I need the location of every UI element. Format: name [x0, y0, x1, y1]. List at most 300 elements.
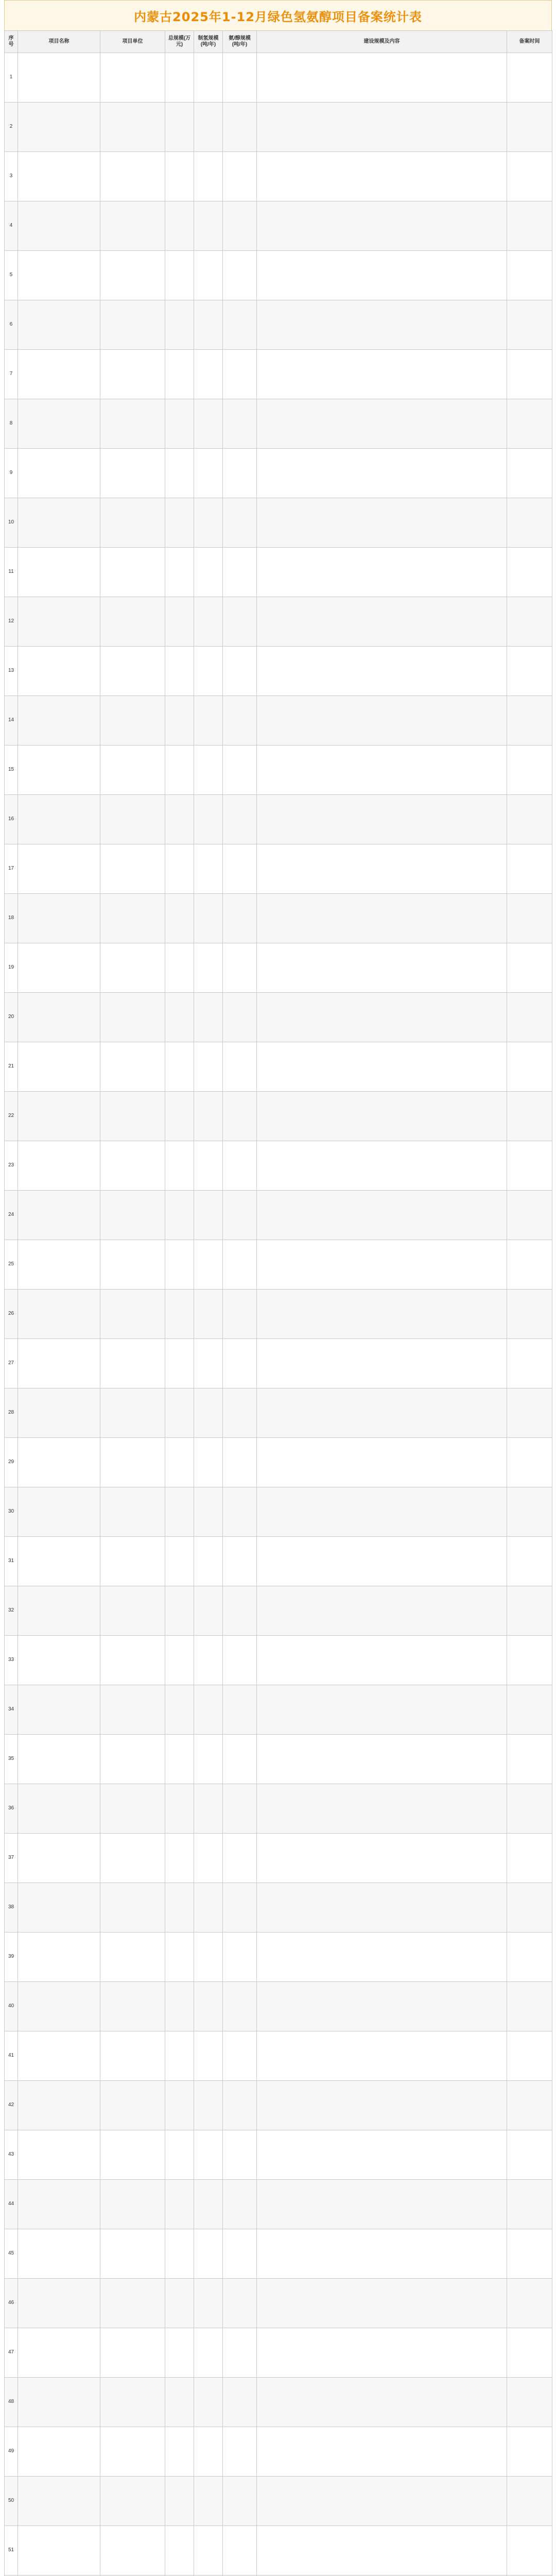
- row-ammonia-methanol-scale: [223, 548, 257, 597]
- table-row: [5, 745, 552, 795]
- row-project-unit: [100, 993, 165, 1042]
- table-row: [5, 1636, 552, 1685]
- row-content: [257, 1834, 507, 1883]
- row-project-unit: [100, 152, 165, 201]
- row-hydrogen-scale: [194, 993, 223, 1042]
- table-row: [5, 1933, 552, 1982]
- row-content: [257, 2477, 507, 2526]
- row-project-unit: [100, 1191, 165, 1240]
- row-project-name: [18, 1339, 100, 1388]
- table-row: [5, 1735, 552, 1784]
- row-ammonia-methanol-scale: [223, 1982, 257, 2031]
- row-total-scale: [165, 2031, 194, 2081]
- row-index: 42: [5, 2081, 18, 2130]
- row-index: 5: [5, 251, 18, 300]
- row-project-unit: [100, 300, 165, 350]
- row-project-unit: [100, 1240, 165, 1290]
- row-record-time: [507, 2279, 552, 2328]
- row-index: 46: [5, 2279, 18, 2328]
- row-hydrogen-scale: [194, 943, 223, 993]
- row-record-time: [507, 2378, 552, 2427]
- row-total-scale: [165, 1982, 194, 2031]
- row-project-unit: [100, 2427, 165, 2477]
- row-content: [257, 350, 507, 399]
- row-record-time: [507, 2130, 552, 2180]
- row-project-name: [18, 2279, 100, 2328]
- row-ammonia-methanol-scale: [223, 201, 257, 251]
- row-project-name: [18, 350, 100, 399]
- row-project-name: [18, 1240, 100, 1290]
- table-row: [5, 2229, 552, 2279]
- row-content: [257, 1685, 507, 1735]
- row-project-unit: [100, 53, 165, 103]
- row-project-name: [18, 696, 100, 745]
- row-ammonia-methanol-scale: [223, 1487, 257, 1537]
- row-ammonia-methanol-scale: [223, 1141, 257, 1191]
- row-content: [257, 2279, 507, 2328]
- row-project-unit: [100, 103, 165, 152]
- row-project-unit: [100, 1636, 165, 1685]
- table-row: [5, 1784, 552, 1834]
- row-index: 18: [5, 894, 18, 943]
- row-hydrogen-scale: [194, 2477, 223, 2526]
- table-row: [5, 2378, 552, 2427]
- row-hydrogen-scale: [194, 1586, 223, 1636]
- table-row: [5, 1685, 552, 1735]
- row-hydrogen-scale: [194, 201, 223, 251]
- row-project-unit: [100, 1339, 165, 1388]
- table-header-row: [5, 31, 552, 53]
- row-total-scale: [165, 1883, 194, 1933]
- row-total-scale: [165, 1537, 194, 1586]
- row-index: 41: [5, 2031, 18, 2081]
- row-project-name: [18, 2180, 100, 2229]
- header-hydrogen-scale: 制氢规模(吨/年): [194, 31, 223, 53]
- row-index: 1: [5, 53, 18, 103]
- row-total-scale: [165, 2477, 194, 2526]
- row-index: 48: [5, 2378, 18, 2427]
- row-project-unit: [100, 2229, 165, 2279]
- row-ammonia-methanol-scale: [223, 1883, 257, 1933]
- row-ammonia-methanol-scale: [223, 1685, 257, 1735]
- table-row: [5, 993, 552, 1042]
- row-project-name: [18, 1290, 100, 1339]
- title-banner: [4, 0, 552, 30]
- row-project-name: [18, 2477, 100, 2526]
- row-project-unit: [100, 2130, 165, 2180]
- row-index: 25: [5, 1240, 18, 1290]
- row-total-scale: [165, 1339, 194, 1388]
- row-content: [257, 1487, 507, 1537]
- row-project-name: [18, 1636, 100, 1685]
- row-project-unit: [100, 1388, 165, 1438]
- row-ammonia-methanol-scale: [223, 1240, 257, 1290]
- row-project-name: [18, 1487, 100, 1537]
- row-total-scale: [165, 696, 194, 745]
- row-hydrogen-scale: [194, 2279, 223, 2328]
- row-total-scale: [165, 795, 194, 844]
- row-content: [257, 2328, 507, 2378]
- row-ammonia-methanol-scale: [223, 1784, 257, 1834]
- table-row: [5, 1191, 552, 1240]
- row-project-name: [18, 943, 100, 993]
- row-hydrogen-scale: [194, 103, 223, 152]
- row-record-time: [507, 399, 552, 449]
- row-total-scale: [165, 152, 194, 201]
- row-record-time: [507, 943, 552, 993]
- row-hydrogen-scale: [194, 251, 223, 300]
- table-row: [5, 1290, 552, 1339]
- row-hydrogen-scale: [194, 1834, 223, 1883]
- row-content: [257, 1042, 507, 1092]
- table-row: [5, 894, 552, 943]
- row-ammonia-methanol-scale: [223, 844, 257, 894]
- row-project-unit: [100, 1735, 165, 1784]
- row-project-unit: [100, 2031, 165, 2081]
- row-total-scale: [165, 2081, 194, 2130]
- row-record-time: [507, 696, 552, 745]
- row-content: [257, 300, 507, 350]
- row-project-name: [18, 2378, 100, 2427]
- row-hydrogen-scale: [194, 300, 223, 350]
- row-index: 15: [5, 745, 18, 795]
- row-hydrogen-scale: [194, 894, 223, 943]
- row-record-time: [507, 1141, 552, 1191]
- row-record-time: [507, 1388, 552, 1438]
- row-index: 11: [5, 548, 18, 597]
- row-total-scale: [165, 1735, 194, 1784]
- table-row: [5, 597, 552, 647]
- row-index: 49: [5, 2427, 18, 2477]
- row-total-scale: [165, 2279, 194, 2328]
- row-total-scale: [165, 597, 194, 647]
- table-row: [5, 2279, 552, 2328]
- row-content: [257, 597, 507, 647]
- row-record-time: [507, 795, 552, 844]
- row-hydrogen-scale: [194, 795, 223, 844]
- table-row: [5, 1883, 552, 1933]
- row-hydrogen-scale: [194, 647, 223, 696]
- row-project-unit: [100, 2526, 165, 2575]
- row-content: [257, 399, 507, 449]
- row-record-time: [507, 2180, 552, 2229]
- row-project-unit: [100, 1537, 165, 1586]
- table-row: [5, 2427, 552, 2477]
- row-ammonia-methanol-scale: [223, 1290, 257, 1339]
- row-record-time: [507, 597, 552, 647]
- row-project-unit: [100, 597, 165, 647]
- row-ammonia-methanol-scale: [223, 2526, 257, 2575]
- row-content: [257, 2031, 507, 2081]
- row-hydrogen-scale: [194, 1438, 223, 1487]
- row-index: 13: [5, 647, 18, 696]
- row-content: [257, 201, 507, 251]
- row-total-scale: [165, 2180, 194, 2229]
- row-record-time: [507, 2526, 552, 2575]
- row-index: 28: [5, 1388, 18, 1438]
- row-index: 31: [5, 1537, 18, 1586]
- table-row: [5, 2477, 552, 2526]
- row-hydrogen-scale: [194, 152, 223, 201]
- row-project-name: [18, 1685, 100, 1735]
- row-index: 51: [5, 2526, 18, 2575]
- row-index: 17: [5, 844, 18, 894]
- row-project-unit: [100, 350, 165, 399]
- row-index: 47: [5, 2328, 18, 2378]
- row-record-time: [507, 2427, 552, 2477]
- row-index: 4: [5, 201, 18, 251]
- row-content: [257, 844, 507, 894]
- table-row: [5, 350, 552, 399]
- row-record-time: [507, 2477, 552, 2526]
- table-row: [5, 1388, 552, 1438]
- row-project-name: [18, 1883, 100, 1933]
- row-total-scale: [165, 399, 194, 449]
- row-record-time: [507, 1784, 552, 1834]
- row-content: [257, 2130, 507, 2180]
- row-ammonia-methanol-scale: [223, 449, 257, 498]
- table-row: [5, 1042, 552, 1092]
- projects-table: [4, 30, 552, 2576]
- row-hydrogen-scale: [194, 2180, 223, 2229]
- row-content: [257, 1191, 507, 1240]
- row-project-name: [18, 1141, 100, 1191]
- row-hydrogen-scale: [194, 1685, 223, 1735]
- row-project-unit: [100, 2477, 165, 2526]
- row-total-scale: [165, 1290, 194, 1339]
- row-ammonia-methanol-scale: [223, 1191, 257, 1240]
- row-content: [257, 449, 507, 498]
- table-row: [5, 251, 552, 300]
- row-project-unit: [100, 1042, 165, 1092]
- row-hydrogen-scale: [194, 2328, 223, 2378]
- row-content: [257, 745, 507, 795]
- row-record-time: [507, 1735, 552, 1784]
- row-project-unit: [100, 2081, 165, 2130]
- row-ammonia-methanol-scale: [223, 1636, 257, 1685]
- row-project-unit: [100, 2378, 165, 2427]
- row-project-name: [18, 1933, 100, 1982]
- row-total-scale: [165, 1191, 194, 1240]
- table-row: [5, 152, 552, 201]
- row-index: 2: [5, 103, 18, 152]
- row-hydrogen-scale: [194, 1240, 223, 1290]
- row-project-name: [18, 2081, 100, 2130]
- row-content: [257, 498, 507, 548]
- row-project-name: [18, 53, 100, 103]
- row-index: 3: [5, 152, 18, 201]
- row-total-scale: [165, 1388, 194, 1438]
- row-total-scale: [165, 894, 194, 943]
- table-row: [5, 300, 552, 350]
- row-record-time: [507, 1487, 552, 1537]
- row-hydrogen-scale: [194, 2427, 223, 2477]
- row-content: [257, 1636, 507, 1685]
- table-row: [5, 647, 552, 696]
- row-index: 21: [5, 1042, 18, 1092]
- row-content: [257, 1092, 507, 1141]
- table-row: [5, 1487, 552, 1537]
- row-hydrogen-scale: [194, 1982, 223, 2031]
- row-index: 29: [5, 1438, 18, 1487]
- row-content: [257, 1586, 507, 1636]
- row-content: [257, 993, 507, 1042]
- table-row: [5, 449, 552, 498]
- row-ammonia-methanol-scale: [223, 251, 257, 300]
- row-hydrogen-scale: [194, 1883, 223, 1933]
- header-ammonia-methanol-scale: 氨/醇规模(吨/年): [223, 31, 257, 53]
- row-record-time: [507, 350, 552, 399]
- row-total-scale: [165, 1685, 194, 1735]
- row-project-unit: [100, 1586, 165, 1636]
- row-total-scale: [165, 300, 194, 350]
- table-row: [5, 696, 552, 745]
- row-project-unit: [100, 1982, 165, 2031]
- row-hydrogen-scale: [194, 1339, 223, 1388]
- row-content: [257, 795, 507, 844]
- row-project-name: [18, 647, 100, 696]
- row-project-unit: [100, 696, 165, 745]
- row-index: 22: [5, 1092, 18, 1141]
- row-index: 14: [5, 696, 18, 745]
- row-hydrogen-scale: [194, 548, 223, 597]
- row-project-name: [18, 1438, 100, 1487]
- row-index: 8: [5, 399, 18, 449]
- row-project-name: [18, 2328, 100, 2378]
- table-body: [5, 53, 552, 2576]
- row-record-time: [507, 1933, 552, 1982]
- row-record-time: [507, 53, 552, 103]
- row-project-unit: [100, 399, 165, 449]
- row-project-name: [18, 1834, 100, 1883]
- row-record-time: [507, 1982, 552, 2031]
- row-project-name: [18, 2130, 100, 2180]
- row-content: [257, 1388, 507, 1438]
- row-total-scale: [165, 548, 194, 597]
- row-record-time: [507, 993, 552, 1042]
- row-record-time: [507, 1834, 552, 1883]
- row-content: [257, 1438, 507, 1487]
- row-total-scale: [165, 498, 194, 548]
- row-total-scale: [165, 1092, 194, 1141]
- row-project-unit: [100, 548, 165, 597]
- table-row: [5, 2180, 552, 2229]
- row-record-time: [507, 2229, 552, 2279]
- row-project-unit: [100, 449, 165, 498]
- row-total-scale: [165, 1042, 194, 1092]
- row-project-unit: [100, 2279, 165, 2328]
- row-hydrogen-scale: [194, 745, 223, 795]
- row-hydrogen-scale: [194, 597, 223, 647]
- table-row: [5, 2328, 552, 2378]
- row-ammonia-methanol-scale: [223, 2279, 257, 2328]
- row-ammonia-methanol-scale: [223, 647, 257, 696]
- row-record-time: [507, 1290, 552, 1339]
- row-index: 44: [5, 2180, 18, 2229]
- row-total-scale: [165, 2130, 194, 2180]
- row-project-unit: [100, 251, 165, 300]
- row-total-scale: [165, 1933, 194, 1982]
- row-record-time: [507, 2031, 552, 2081]
- row-index: 33: [5, 1636, 18, 1685]
- row-record-time: [507, 449, 552, 498]
- table-row: [5, 844, 552, 894]
- row-record-time: [507, 300, 552, 350]
- row-record-time: [507, 2328, 552, 2378]
- row-index: 36: [5, 1784, 18, 1834]
- row-index: 35: [5, 1735, 18, 1784]
- row-project-name: [18, 795, 100, 844]
- row-project-name: [18, 1982, 100, 2031]
- row-ammonia-methanol-scale: [223, 53, 257, 103]
- header-index: 序号: [5, 31, 18, 53]
- row-record-time: [507, 1240, 552, 1290]
- row-hydrogen-scale: [194, 1092, 223, 1141]
- row-project-name: [18, 449, 100, 498]
- row-total-scale: [165, 2378, 194, 2427]
- row-record-time: [507, 1092, 552, 1141]
- table-row: [5, 943, 552, 993]
- row-project-unit: [100, 2328, 165, 2378]
- row-total-scale: [165, 2229, 194, 2279]
- header-project-name: 项目名称: [18, 31, 100, 53]
- row-total-scale: [165, 201, 194, 251]
- row-ammonia-methanol-scale: [223, 2130, 257, 2180]
- row-ammonia-methanol-scale: [223, 1438, 257, 1487]
- row-record-time: [507, 2081, 552, 2130]
- row-content: [257, 548, 507, 597]
- row-record-time: [507, 201, 552, 251]
- table-row: [5, 548, 552, 597]
- row-ammonia-methanol-scale: [223, 795, 257, 844]
- row-project-name: [18, 152, 100, 201]
- row-content: [257, 53, 507, 103]
- row-index: 6: [5, 300, 18, 350]
- row-hydrogen-scale: [194, 1487, 223, 1537]
- row-hydrogen-scale: [194, 2130, 223, 2180]
- row-content: [257, 2180, 507, 2229]
- row-record-time: [507, 1438, 552, 1487]
- row-project-name: [18, 745, 100, 795]
- row-record-time: [507, 548, 552, 597]
- row-project-name: [18, 548, 100, 597]
- row-project-name: [18, 2031, 100, 2081]
- row-hydrogen-scale: [194, 498, 223, 548]
- row-project-unit: [100, 745, 165, 795]
- row-total-scale: [165, 1487, 194, 1537]
- row-content: [257, 1735, 507, 1784]
- row-project-name: [18, 2427, 100, 2477]
- row-index: 9: [5, 449, 18, 498]
- row-index: 45: [5, 2229, 18, 2279]
- row-project-name: [18, 399, 100, 449]
- table-row: [5, 1438, 552, 1487]
- row-index: 19: [5, 943, 18, 993]
- row-project-unit: [100, 647, 165, 696]
- row-project-unit: [100, 943, 165, 993]
- row-content: [257, 1339, 507, 1388]
- row-hydrogen-scale: [194, 696, 223, 745]
- row-ammonia-methanol-scale: [223, 745, 257, 795]
- row-record-time: [507, 844, 552, 894]
- row-index: 16: [5, 795, 18, 844]
- row-total-scale: [165, 1834, 194, 1883]
- row-content: [257, 1240, 507, 1290]
- row-index: 20: [5, 993, 18, 1042]
- table-row: [5, 795, 552, 844]
- row-hydrogen-scale: [194, 1388, 223, 1438]
- row-total-scale: [165, 2427, 194, 2477]
